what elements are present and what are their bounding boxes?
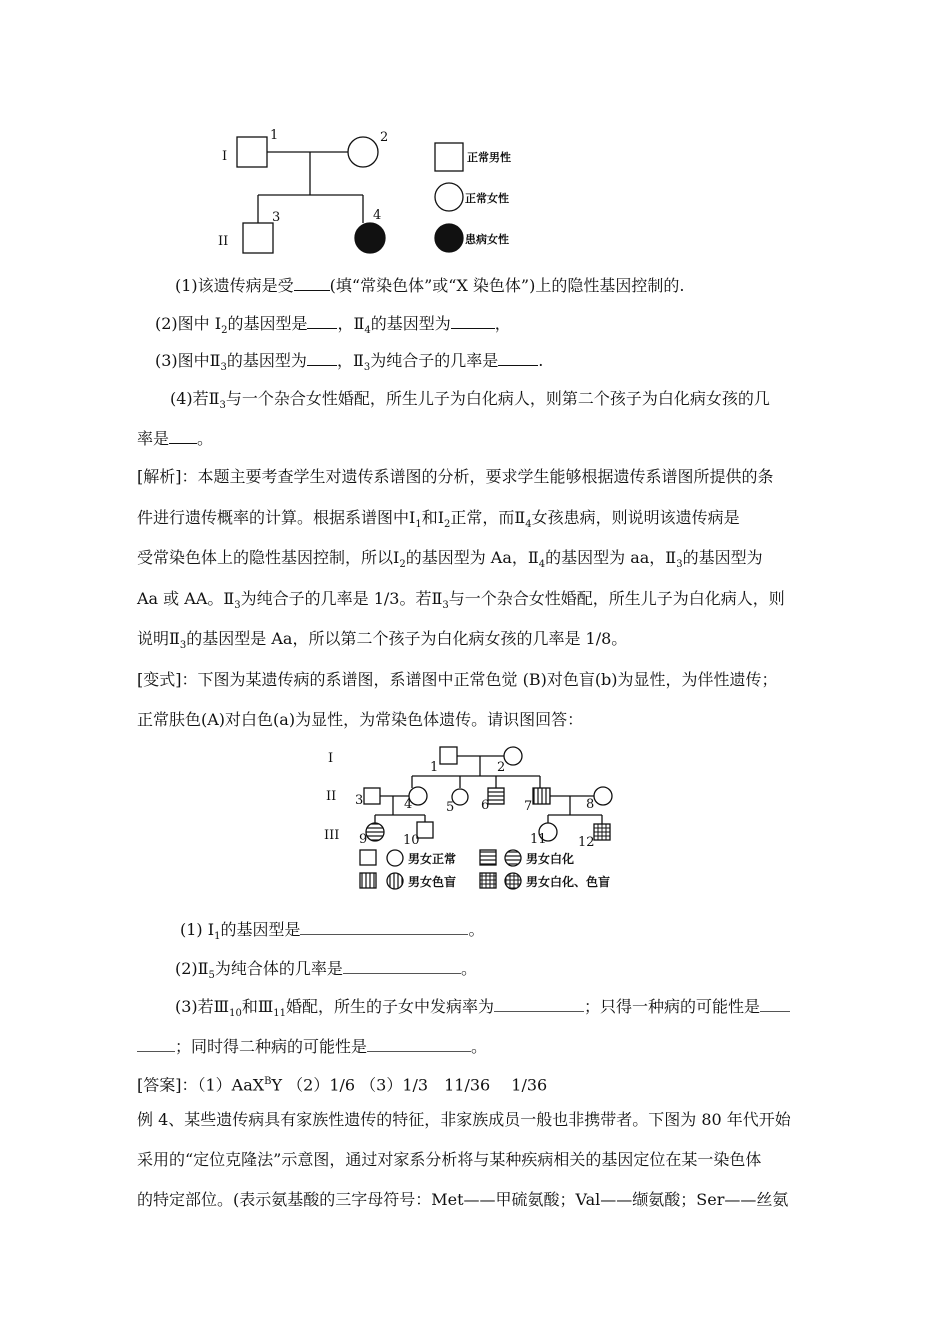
- svg-text:10: 10: [403, 833, 420, 848]
- legend-normal-female-label: 正常女性: [465, 192, 509, 205]
- answer-line: [答案]：（1）AaX$^B$Y （2）1/6 （3）1/3 11/36 1/36: [137, 1075, 548, 1095]
- svg-text:1: 1: [430, 760, 439, 775]
- legend-albino-male-symbol: [480, 850, 496, 865]
- legend-normal-male-symbol: [435, 143, 463, 171]
- legend-normal-female-symbol: [435, 183, 463, 211]
- legend-affected-female-symbol: [435, 224, 463, 252]
- generation-label-I: I: [222, 149, 228, 164]
- variant-question-2: $(2)Ⅱ_5$为纯合体的几率是 。: [175, 959, 477, 982]
- individual-I1: [440, 747, 457, 764]
- svg-text:6: 6: [481, 798, 490, 813]
- legend-normal-male-symbol: [360, 850, 376, 865]
- variant-question-3-cont: ；同时得二种病的可能性是 。: [137, 1037, 487, 1057]
- analysis-line-2: 件进行遗传概率的计算。根据系谱图中$Ⅰ_1$和$Ⅰ_2$正常，而$Ⅱ_4$女孩患病，则说明该遗传病是: [137, 508, 740, 531]
- legend-normal-male-label: 正常男性: [467, 151, 511, 164]
- question-2: (2)图中 $I_2$的基因型是 ，$Ⅱ_4$的基因型为 ，: [155, 314, 511, 337]
- answer-blank[interactable]: [300, 920, 468, 935]
- individual-II4-affected-female: [355, 223, 385, 253]
- individual-III9-albino: [366, 823, 384, 841]
- individual-II6-albino: [488, 788, 504, 804]
- svg-text:8: 8: [586, 797, 595, 812]
- variant-question-3: (3)若$Ⅲ_{10}$和$Ⅲ_{11}$婚配，所生的子女中发病率为 ；只得一种病的可能性是: [175, 997, 790, 1024]
- pedigree-figure-1: [210, 125, 540, 260]
- legend-colorblind-male-symbol: [360, 873, 376, 888]
- svg-text:2: 2: [380, 130, 389, 145]
- example4-line-2: 采用的“定位克隆法”示意图，通过对家系分析将与某种疾病相关的基因定位在某一染色体: [137, 1150, 762, 1169]
- individual-II5: [452, 789, 468, 805]
- answer-blank[interactable]: [343, 959, 461, 974]
- svg-text:4: 4: [373, 208, 382, 223]
- legend-both-male-symbol: [480, 873, 496, 888]
- svg-text:11: 11: [530, 832, 547, 847]
- answer-blank[interactable]: [137, 1037, 175, 1052]
- question-1: (1)该遗传病是受 (填“常染色体”或“X 染色体”)上的隐性基因控制的.: [175, 276, 685, 295]
- individual-I2: [504, 747, 522, 765]
- svg-text:12: 12: [578, 835, 595, 850]
- variant-line-2: 正常肤色(A)对白色(a)为显性，为常染色体遗传。请识图回答：: [137, 710, 584, 729]
- answer-blank[interactable]: [307, 314, 337, 329]
- legend-albino-female-symbol: [505, 850, 521, 866]
- individual-III12-both: [594, 824, 610, 840]
- answer-blank[interactable]: [451, 314, 495, 329]
- answer-blank[interactable]: [294, 276, 330, 291]
- generation-label-II: II: [326, 789, 337, 804]
- individual-II8: [594, 787, 612, 805]
- legend-colorblind-label: 男女色盲: [408, 875, 457, 889]
- svg-text:5: 5: [446, 800, 455, 815]
- example4-line-3: 的特定部位。(表示氨基酸的三字母符号：Met——甲硫氨酸；Val——缬氨酸；Ser——丝氨: [137, 1190, 789, 1209]
- individual-II3: [364, 788, 380, 804]
- legend-albino-label: 男女白化: [526, 852, 575, 866]
- analysis-line-4: Aa 或 AA。$Ⅱ_3$为纯合子的几率是 1/3。若$Ⅱ_3$与一个杂合女性婚配，所生儿子为白化病人，则: [137, 589, 785, 612]
- legend-normal-label: 男女正常: [408, 852, 457, 866]
- svg-text:9: 9: [359, 832, 368, 847]
- question-4: (4)若$Ⅱ_3$与一个杂合女性婚配，所生儿子为白化病人，则第二个孩子为白化病女孩的几: [170, 389, 770, 412]
- generation-label-II: II: [218, 234, 229, 249]
- svg-text:2: 2: [497, 760, 506, 775]
- variant-question-1: (1) $I_1$的基因型是 。: [180, 920, 485, 943]
- generation-label-I: I: [328, 751, 334, 766]
- legend-normal-female-symbol: [387, 850, 403, 866]
- answer-blank[interactable]: [494, 997, 584, 1012]
- analysis-line-3: 受常染色体上的隐性基因控制，所以$Ⅰ_2$的基因型为 Aa，$Ⅱ_4$的基因型为 aa，$Ⅱ_3$的基因型为: [137, 548, 763, 571]
- individual-II7-colorblind: [533, 788, 550, 804]
- example4-line-1: 例 4、某些遗传病具有家族性遗传的特征，非家族成员一般也非携带者。下图为 80 年代开始: [137, 1110, 791, 1129]
- answer-blank[interactable]: [169, 429, 197, 444]
- svg-text:3: 3: [272, 210, 281, 225]
- svg-text:7: 7: [524, 799, 533, 814]
- answer-blank[interactable]: [760, 997, 790, 1012]
- svg-text:4: 4: [404, 797, 413, 812]
- individual-I1-normal-male: [237, 137, 267, 167]
- analysis-line-5: 说明$Ⅱ_3$的基因型是 Aa，所以第二个孩子为白化病女孩的几率是 1/8。: [137, 629, 628, 652]
- legend-both-female-symbol: [505, 873, 521, 889]
- question-3: (3)图中$Ⅱ_3$的基因型为 ，$Ⅱ_3$为纯合子的几率是 .: [155, 351, 544, 374]
- legend-both-label: 男女白化、色盲: [526, 875, 611, 889]
- answer-blank[interactable]: [307, 351, 337, 366]
- generation-label-III: III: [324, 828, 340, 843]
- individual-I2-normal-female: [348, 137, 378, 167]
- variant-line-1: [变式]：下图为某遗传病的系谱图，系谱图中正常色觉 (B)对色盲(b)为显性，为伴性遗传；: [137, 670, 778, 689]
- individual-II3-normal-male: [243, 223, 273, 253]
- legend-colorblind-female-symbol: [387, 873, 403, 889]
- answer-blank[interactable]: [367, 1037, 471, 1052]
- svg-text:3: 3: [355, 793, 364, 808]
- question-4-cont: 率是 。: [137, 429, 214, 448]
- answer-blank[interactable]: [498, 351, 538, 366]
- analysis-line-1: [解析]：本题主要考查学生对遗传系谱图的分析，要求学生能够根据遗传系谱图所提供的条: [137, 467, 774, 486]
- svg-text:1: 1: [270, 128, 279, 143]
- legend-affected-female-label: 患病女性: [465, 233, 509, 246]
- pedigree-figure-2: [320, 742, 640, 894]
